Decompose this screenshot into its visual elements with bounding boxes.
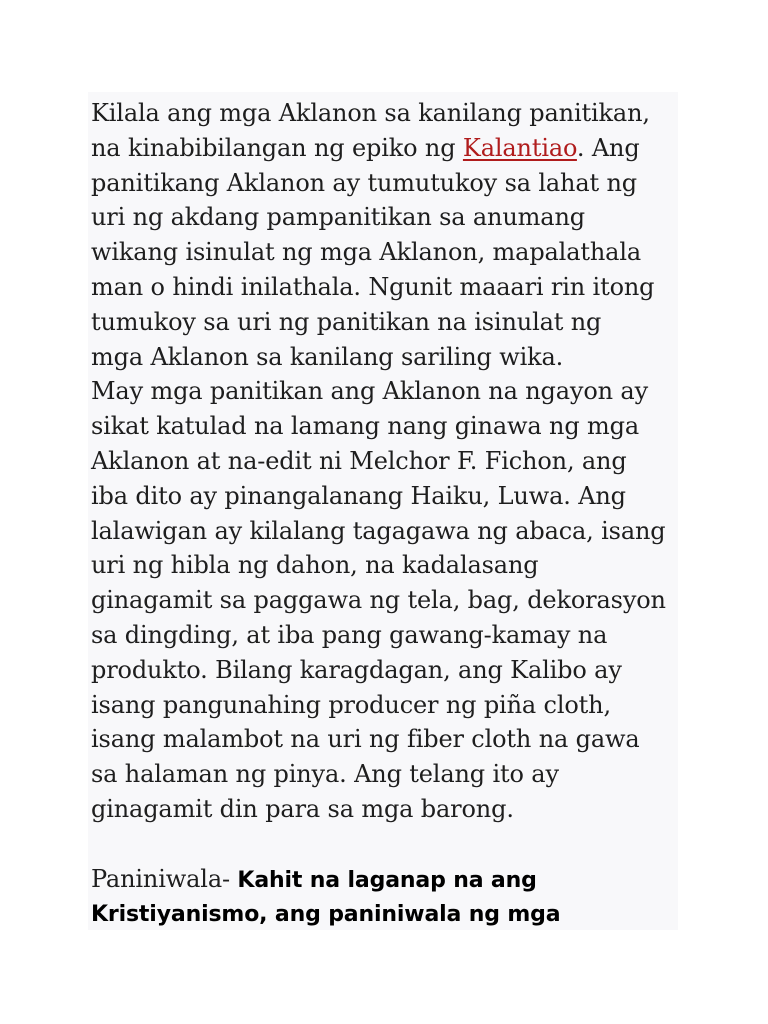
text-line: produkto. Bilang karagdagan, ang Kalibo ay (91, 655, 622, 684)
text-line: mga Aklanon sa kanilang sariling wika. (91, 342, 564, 371)
text-line: isang malambot na uri ng fiber cloth na gawa (91, 725, 640, 754)
text-line: uri ng hibla ng dahon, na kadalasang (91, 551, 539, 580)
text-line: ginagamit din para sa mga barong. (91, 794, 514, 823)
kalantiao-link[interactable]: Kalantiao (462, 133, 577, 162)
text-line: panitikang Aklanon ay tumutukoy sa lahat ng (91, 168, 638, 197)
bold-text-line: Kristiyanismo, ang paniniwala ng mga (91, 902, 561, 928)
text-line: Kilala ang mga Aklanon sa kanilang panitikan, (91, 99, 650, 127)
text-fragment: . Ang (576, 133, 640, 162)
text-line (91, 862, 676, 899)
text-line: tumukoy sa uri ng panitikan na isinulat ng (91, 307, 602, 336)
text-fragment: na kinabibilangan ng epiko ng (91, 133, 463, 162)
text-line: Aklanon at na-edit ni Melchor F. Fichon, ang (91, 446, 627, 475)
text-line: uri ng akdang pampanitikan sa anumang (91, 203, 585, 232)
text-line: sa dingding, at iba pang gawang-kamay na (91, 620, 608, 649)
text-line: man o hindi inilathala. Ngunit maaari rin itong (91, 272, 655, 301)
text-line: iba dito ay pinangalanang Haiku, Luwa. Ang (91, 481, 626, 510)
text-line: May mga panitikan ang Aklanon na ngayon ay (91, 377, 648, 406)
document-body (91, 96, 676, 933)
text-line: wikang isinulat ng mga Aklanon, mapalathala (91, 238, 642, 267)
text-line: sikat katulad na lamang nang ginawa ng mga (91, 412, 640, 441)
bold-text: Kahit na laganap na ang (237, 867, 537, 893)
text-line: isang pangunahing producer ng piña cloth, (91, 690, 611, 719)
paragraph-gap (91, 827, 676, 862)
paniniwala-label: Paniniwala- (91, 864, 238, 893)
text-line: sa halaman ng pinya. Ang telang ito ay (91, 760, 559, 789)
text-line (91, 131, 676, 166)
text-line: lalawigan ay kilalang tagagawa ng abaca, isang (91, 516, 666, 545)
text-line: ginagamit sa paggawa ng tela, bag, dekorasyon (91, 586, 666, 615)
